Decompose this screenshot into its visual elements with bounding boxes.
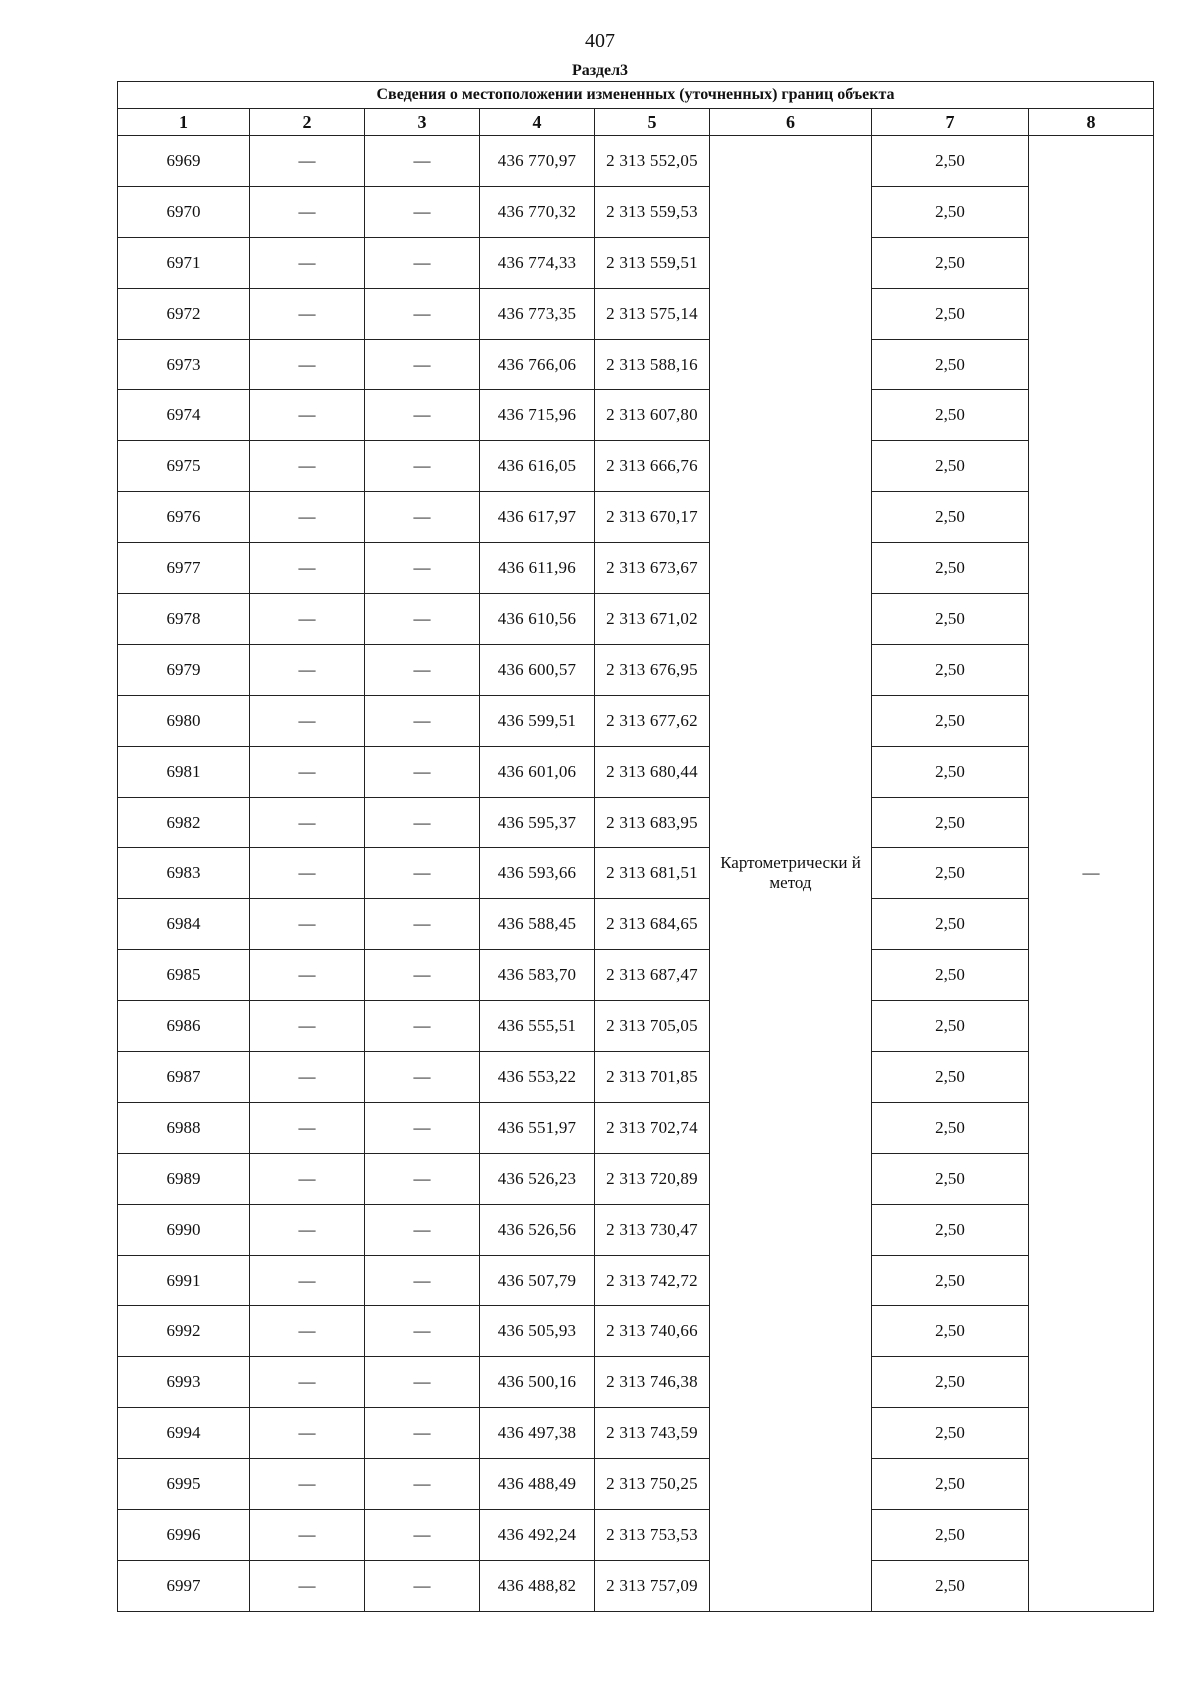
coord-x-cell: 436 617,97 [480, 492, 595, 543]
col2-cell: — [250, 1153, 365, 1204]
page-number: 407 [585, 30, 615, 52]
coord-y-cell: 2 313 676,95 [595, 644, 710, 695]
col2-cell: — [250, 644, 365, 695]
table-body [118, 136, 1154, 1612]
method-cell: Картометрически й метод [710, 136, 872, 1612]
coord-x-cell: 436 555,51 [480, 1001, 595, 1052]
coord-x-cell: 436 610,56 [480, 594, 595, 645]
accuracy-cell: 2,50 [872, 695, 1029, 746]
coord-y-cell: 2 313 666,76 [595, 441, 710, 492]
coord-y-cell: 2 313 753,53 [595, 1510, 710, 1561]
column-header-3: 3 [365, 109, 480, 136]
coord-x-cell: 436 611,96 [480, 543, 595, 594]
accuracy-cell: 2,50 [872, 950, 1029, 1001]
col3-cell: — [365, 543, 480, 594]
table-row [118, 1560, 1154, 1611]
column-header-5: 5 [595, 109, 710, 136]
coord-y-cell: 2 313 720,89 [595, 1153, 710, 1204]
coord-y-cell: 2 313 740,66 [595, 1306, 710, 1357]
coord-x-cell: 436 553,22 [480, 1052, 595, 1103]
accuracy-cell: 2,50 [872, 1510, 1029, 1561]
col2-cell: — [250, 136, 365, 187]
coord-y-cell: 2 313 607,80 [595, 390, 710, 441]
accuracy-cell: 2,50 [872, 288, 1029, 339]
point-number-cell: 6993 [118, 1357, 250, 1408]
col2-cell: — [250, 797, 365, 848]
point-number-cell: 6982 [118, 797, 250, 848]
point-number-cell: 6997 [118, 1560, 250, 1611]
accuracy-cell: 2,50 [872, 1306, 1029, 1357]
col3-cell: — [365, 899, 480, 950]
coord-x-cell: 436 773,35 [480, 288, 595, 339]
col3-cell: — [365, 1255, 480, 1306]
col3-cell: — [365, 1102, 480, 1153]
table-row [118, 1001, 1154, 1052]
table-row [118, 237, 1154, 288]
col3-cell: — [365, 1153, 480, 1204]
table-row [118, 1153, 1154, 1204]
col2-cell: — [250, 1052, 365, 1103]
col2-cell: — [250, 1408, 365, 1459]
column-header-6: 6 [710, 109, 872, 136]
coord-x-cell: 436 766,06 [480, 339, 595, 390]
table-row [118, 644, 1154, 695]
col3-cell: — [365, 695, 480, 746]
col3-cell: — [365, 594, 480, 645]
point-number-cell: 6989 [118, 1153, 250, 1204]
point-number-cell: 6995 [118, 1459, 250, 1510]
col2-cell: — [250, 288, 365, 339]
col3-cell: — [365, 288, 480, 339]
column-header-row [118, 109, 1154, 136]
coord-x-cell: 436 770,97 [480, 136, 595, 187]
col2-cell: — [250, 339, 365, 390]
coord-x-cell: 436 770,32 [480, 186, 595, 237]
table-row [118, 899, 1154, 950]
coord-x-cell: 436 599,51 [480, 695, 595, 746]
col2-cell: — [250, 390, 365, 441]
accuracy-cell: 2,50 [872, 746, 1029, 797]
table-row [118, 594, 1154, 645]
col3-cell: — [365, 746, 480, 797]
point-number-cell: 6994 [118, 1408, 250, 1459]
col3-cell: — [365, 1306, 480, 1357]
point-number-cell: 6976 [118, 492, 250, 543]
table-row [118, 136, 1154, 187]
point-number-cell: 6969 [118, 136, 250, 187]
column-header-1: 1 [118, 109, 250, 136]
col3-cell: — [365, 186, 480, 237]
coord-y-cell: 2 313 680,44 [595, 746, 710, 797]
point-number-cell: 6983 [118, 848, 250, 899]
table-row [118, 1459, 1154, 1510]
col2-cell: — [250, 899, 365, 950]
point-number-cell: 6974 [118, 390, 250, 441]
accuracy-cell: 2,50 [872, 492, 1029, 543]
point-number-cell: 6991 [118, 1255, 250, 1306]
point-number-cell: 6984 [118, 899, 250, 950]
table-row [118, 543, 1154, 594]
accuracy-cell: 2,50 [872, 339, 1029, 390]
col3-cell: — [365, 1001, 480, 1052]
coord-x-cell: 436 600,57 [480, 644, 595, 695]
col3-cell: — [365, 237, 480, 288]
col2-cell: — [250, 237, 365, 288]
point-number-cell: 6975 [118, 441, 250, 492]
table-row [118, 390, 1154, 441]
coord-y-cell: 2 313 588,16 [595, 339, 710, 390]
accuracy-cell: 2,50 [872, 441, 1029, 492]
coord-x-cell: 436 583,70 [480, 950, 595, 1001]
accuracy-cell: 2,50 [872, 186, 1029, 237]
coord-x-cell: 436 507,79 [480, 1255, 595, 1306]
col3-cell: — [365, 1357, 480, 1408]
coord-y-cell: 2 313 673,67 [595, 543, 710, 594]
accuracy-cell: 2,50 [872, 797, 1029, 848]
coord-y-cell: 2 313 750,25 [595, 1459, 710, 1510]
table-row [118, 1052, 1154, 1103]
accuracy-cell: 2,50 [872, 1153, 1029, 1204]
point-number-cell: 6979 [118, 644, 250, 695]
coord-x-cell: 436 488,49 [480, 1459, 595, 1510]
coord-x-cell: 436 500,16 [480, 1357, 595, 1408]
coord-x-cell: 436 488,82 [480, 1560, 595, 1611]
table-row [118, 1306, 1154, 1357]
coord-x-cell: 436 715,96 [480, 390, 595, 441]
table-caption: Сведения о местоположении измененных (уточненных) границ объекта [118, 82, 1154, 109]
coord-x-cell: 436 526,56 [480, 1204, 595, 1255]
col2-cell: — [250, 1102, 365, 1153]
col2-cell: — [250, 543, 365, 594]
accuracy-cell: 2,50 [872, 1255, 1029, 1306]
coord-x-cell: 436 492,24 [480, 1510, 595, 1561]
coord-y-cell: 2 313 681,51 [595, 848, 710, 899]
col3-cell: — [365, 390, 480, 441]
coord-y-cell: 2 313 559,53 [595, 186, 710, 237]
coord-x-cell: 436 593,66 [480, 848, 595, 899]
col2-cell: — [250, 746, 365, 797]
col2-cell: — [250, 950, 365, 1001]
point-number-cell: 6996 [118, 1510, 250, 1561]
coord-x-cell: 436 551,97 [480, 1102, 595, 1153]
col3-cell: — [365, 848, 480, 899]
table-row [118, 950, 1154, 1001]
coord-y-cell: 2 313 683,95 [595, 797, 710, 848]
table-row [118, 492, 1154, 543]
column-header-8: 8 [1029, 109, 1154, 136]
table-row [118, 441, 1154, 492]
col3-cell: — [365, 1459, 480, 1510]
coord-y-cell: 2 313 702,74 [595, 1102, 710, 1153]
table-row [118, 288, 1154, 339]
col3-cell: — [365, 1560, 480, 1611]
point-number-cell: 6986 [118, 1001, 250, 1052]
point-number-cell: 6981 [118, 746, 250, 797]
accuracy-cell: 2,50 [872, 1459, 1029, 1510]
point-number-cell: 6988 [118, 1102, 250, 1153]
point-number-cell: 6987 [118, 1052, 250, 1103]
column-header-4: 4 [480, 109, 595, 136]
point-number-cell: 6985 [118, 950, 250, 1001]
coord-y-cell: 2 313 671,02 [595, 594, 710, 645]
column-header-7: 7 [872, 109, 1029, 136]
accuracy-cell: 2,50 [872, 899, 1029, 950]
section-title: Раздел3 [571, 62, 629, 79]
col3-cell: — [365, 1510, 480, 1561]
col3-cell: — [365, 644, 480, 695]
col2-cell: — [250, 1001, 365, 1052]
coord-y-cell: 2 313 559,51 [595, 237, 710, 288]
col2-cell: — [250, 1204, 365, 1255]
col3-cell: — [365, 1052, 480, 1103]
col2-cell: — [250, 1510, 365, 1561]
coord-y-cell: 2 313 552,05 [595, 136, 710, 187]
col2-cell: — [250, 186, 365, 237]
accuracy-cell: 2,50 [872, 136, 1029, 187]
point-number-cell: 6980 [118, 695, 250, 746]
table-row [118, 695, 1154, 746]
col2-cell: — [250, 1357, 365, 1408]
col2-cell: — [250, 492, 365, 543]
table-row [118, 1510, 1154, 1561]
col3-cell: — [365, 797, 480, 848]
col8-cell: — [1029, 136, 1154, 1612]
coord-y-cell: 2 313 575,14 [595, 288, 710, 339]
col2-cell: — [250, 594, 365, 645]
coord-y-cell: 2 313 684,65 [595, 899, 710, 950]
coord-x-cell: 436 616,05 [480, 441, 595, 492]
coord-y-cell: 2 313 705,05 [595, 1001, 710, 1052]
point-number-cell: 6990 [118, 1204, 250, 1255]
coord-x-cell: 436 601,06 [480, 746, 595, 797]
point-number-cell: 6971 [118, 237, 250, 288]
column-header-2: 2 [250, 109, 365, 136]
col3-cell: — [365, 441, 480, 492]
table-row [118, 1204, 1154, 1255]
boundary-table [117, 81, 1154, 1612]
accuracy-cell: 2,50 [872, 1408, 1029, 1459]
accuracy-cell: 2,50 [872, 1052, 1029, 1103]
coord-x-cell: 436 497,38 [480, 1408, 595, 1459]
accuracy-cell: 2,50 [872, 1001, 1029, 1052]
point-number-cell: 6973 [118, 339, 250, 390]
col2-cell: — [250, 441, 365, 492]
coord-y-cell: 2 313 730,47 [595, 1204, 710, 1255]
point-number-cell: 6992 [118, 1306, 250, 1357]
accuracy-cell: 2,50 [872, 543, 1029, 594]
col2-cell: — [250, 695, 365, 746]
col3-cell: — [365, 1408, 480, 1459]
col2-cell: — [250, 848, 365, 899]
table-row [118, 1408, 1154, 1459]
coord-y-cell: 2 313 746,38 [595, 1357, 710, 1408]
col2-cell: — [250, 1306, 365, 1357]
coord-y-cell: 2 313 677,62 [595, 695, 710, 746]
coord-y-cell: 2 313 670,17 [595, 492, 710, 543]
table-row [118, 1102, 1154, 1153]
col2-cell: — [250, 1459, 365, 1510]
coord-y-cell: 2 313 742,72 [595, 1255, 710, 1306]
col3-cell: — [365, 1204, 480, 1255]
accuracy-cell: 2,50 [872, 237, 1029, 288]
coord-x-cell: 436 588,45 [480, 899, 595, 950]
point-number-cell: 6978 [118, 594, 250, 645]
coord-x-cell: 436 595,37 [480, 797, 595, 848]
coord-x-cell: 436 774,33 [480, 237, 595, 288]
coord-x-cell: 436 526,23 [480, 1153, 595, 1204]
accuracy-cell: 2,50 [872, 644, 1029, 695]
coord-y-cell: 2 313 743,59 [595, 1408, 710, 1459]
accuracy-cell: 2,50 [872, 594, 1029, 645]
col3-cell: — [365, 492, 480, 543]
table-row [118, 339, 1154, 390]
accuracy-cell: 2,50 [872, 1357, 1029, 1408]
table-row [118, 797, 1154, 848]
coord-x-cell: 436 505,93 [480, 1306, 595, 1357]
table-row [118, 746, 1154, 797]
accuracy-cell: 2,50 [872, 390, 1029, 441]
col3-cell: — [365, 136, 480, 187]
accuracy-cell: 2,50 [872, 1560, 1029, 1611]
col3-cell: — [365, 339, 480, 390]
point-number-cell: 6972 [118, 288, 250, 339]
accuracy-cell: 2,50 [872, 848, 1029, 899]
coord-y-cell: 2 313 701,85 [595, 1052, 710, 1103]
accuracy-cell: 2,50 [872, 1102, 1029, 1153]
table-row [118, 186, 1154, 237]
accuracy-cell: 2,50 [872, 1204, 1029, 1255]
col2-cell: — [250, 1255, 365, 1306]
point-number-cell: 6970 [118, 186, 250, 237]
point-number-cell: 6977 [118, 543, 250, 594]
table-row [118, 1255, 1154, 1306]
col2-cell: — [250, 1560, 365, 1611]
table-row [118, 848, 1154, 899]
coord-y-cell: 2 313 757,09 [595, 1560, 710, 1611]
table-row [118, 1357, 1154, 1408]
col3-cell: — [365, 950, 480, 1001]
coord-y-cell: 2 313 687,47 [595, 950, 710, 1001]
